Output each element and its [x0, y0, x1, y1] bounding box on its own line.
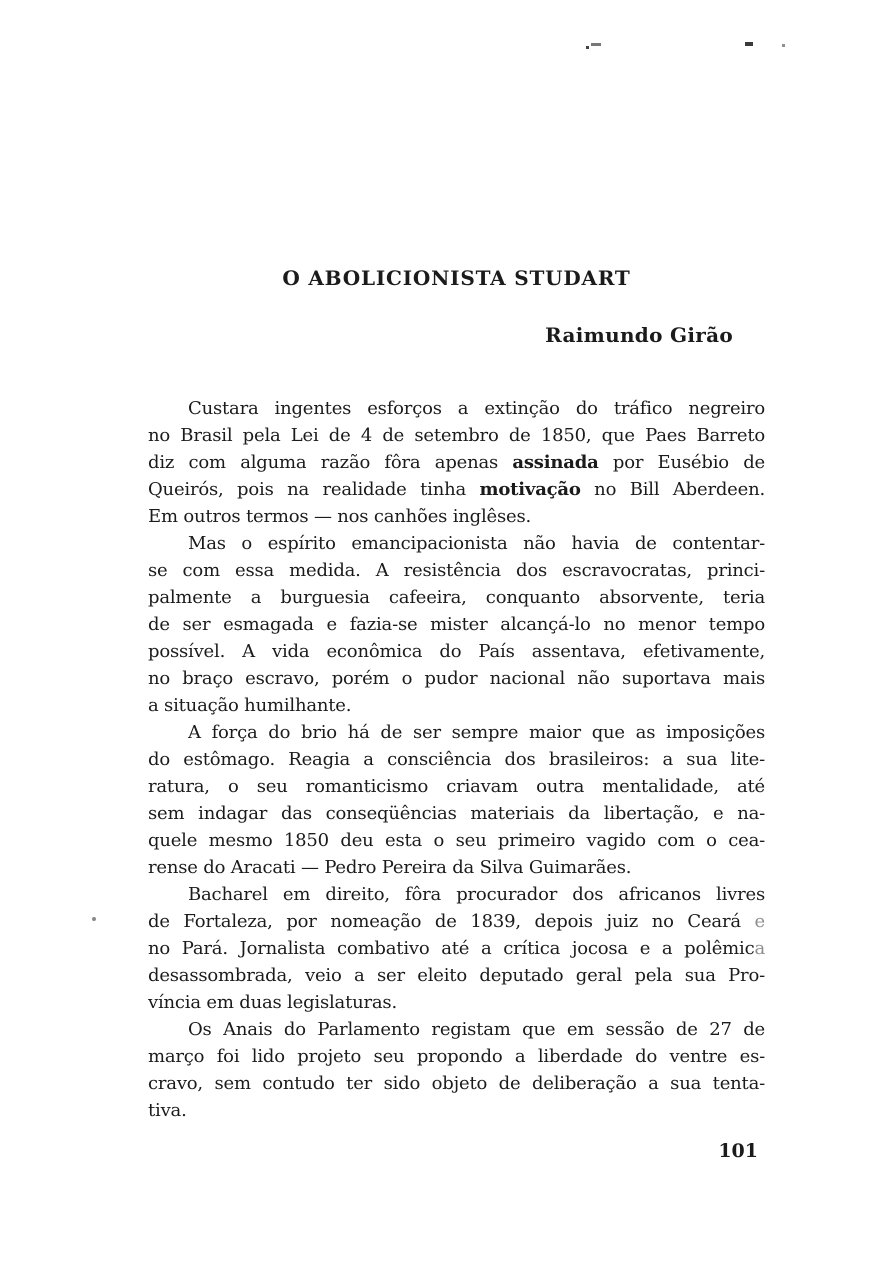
page-title: O ABOLICIONISTA STUDART	[282, 266, 631, 290]
text-line: no Pará. Jornalista combativo até a crítica jocosa e a polêmica	[148, 938, 765, 959]
text-line: ratura, o seu romanticismo criavam outra mentalidade, até	[148, 776, 765, 797]
text-line: palmente a burguesia cafeeira, conquanto absorvente, teria	[148, 587, 765, 608]
paragraph	[148, 881, 765, 1016]
text-line: quele mesmo 1850 deu esta o seu primeiro vagido com o cea-	[148, 830, 765, 851]
text-line: Em outros termos — nos canhões inglêses.	[148, 506, 532, 527]
text-line: desassombrada, veio a ser eleito deputado geral pela sua Pro-	[148, 965, 765, 986]
text-line: cravo, sem contudo ter sido objeto de deliberação a sua tenta-	[148, 1073, 765, 1094]
body-text	[148, 395, 765, 1124]
text-line: sem indagar das conseqüências materiais da libertação, e na-	[148, 803, 765, 824]
text-line: Mas o espírito emancipacionista não havia de contentar-	[188, 533, 765, 554]
text-line: no Brasil pela Lei de 4 de setembro de 1850, que Paes Barreto	[148, 425, 765, 446]
paragraph	[148, 395, 765, 530]
text-line: rense do Aracati — Pedro Pereira da Silva Guimarães.	[148, 857, 632, 878]
text-line: Custara ingentes esforços a extinção do tráfico negreiro	[188, 398, 765, 419]
scan-artifact	[782, 44, 785, 47]
text-line: de ser esmagada e fazia-se mister alcançá-lo no menor tempo	[148, 614, 765, 635]
text-line: se com essa medida. A resistência dos escravocratas, princi-	[148, 560, 765, 581]
text-line: a situação humilhante.	[148, 695, 352, 716]
text-line: no braço escravo, porém o pudor nacional não suportava mais	[148, 668, 765, 689]
scan-artifact	[586, 46, 589, 49]
text-line: A força do brio há de ser sempre maior que as imposições	[188, 722, 765, 743]
text-line: possível. A vida econômica do País assentava, efetivamente,	[148, 641, 765, 662]
paragraph	[148, 1016, 765, 1124]
text-line: Queirós, pois na realidade tinha motivação no Bill Aberdeen.	[148, 479, 765, 500]
text-line: diz com alguma razão fôra apenas assinada por Eusébio de	[148, 452, 765, 473]
text-line: víncia em duas legislaturas.	[148, 992, 397, 1013]
text-line: do estômago. Reagia a consciência dos brasileiros: a sua lite-	[148, 749, 765, 770]
paragraph	[148, 530, 765, 719]
page-number: 101	[718, 1140, 758, 1162]
scan-artifact	[92, 917, 96, 921]
scan-artifact	[591, 43, 601, 46]
text-line: março foi lido projeto seu propondo a liberdade do ventre es-	[148, 1046, 765, 1067]
text-line: tiva.	[148, 1100, 187, 1121]
author-name: Raimundo Girão	[545, 323, 733, 347]
text-line: Bacharel em direito, fôra procurador dos africanos livres	[188, 884, 765, 905]
scan-artifact	[745, 42, 753, 46]
text-line: de Fortaleza, por nomeação de 1839, depois juiz no Ceará e	[148, 911, 765, 932]
text-line: Os Anais do Parlamento registam que em sessão de 27 de	[188, 1019, 765, 1040]
paragraph	[148, 719, 765, 881]
